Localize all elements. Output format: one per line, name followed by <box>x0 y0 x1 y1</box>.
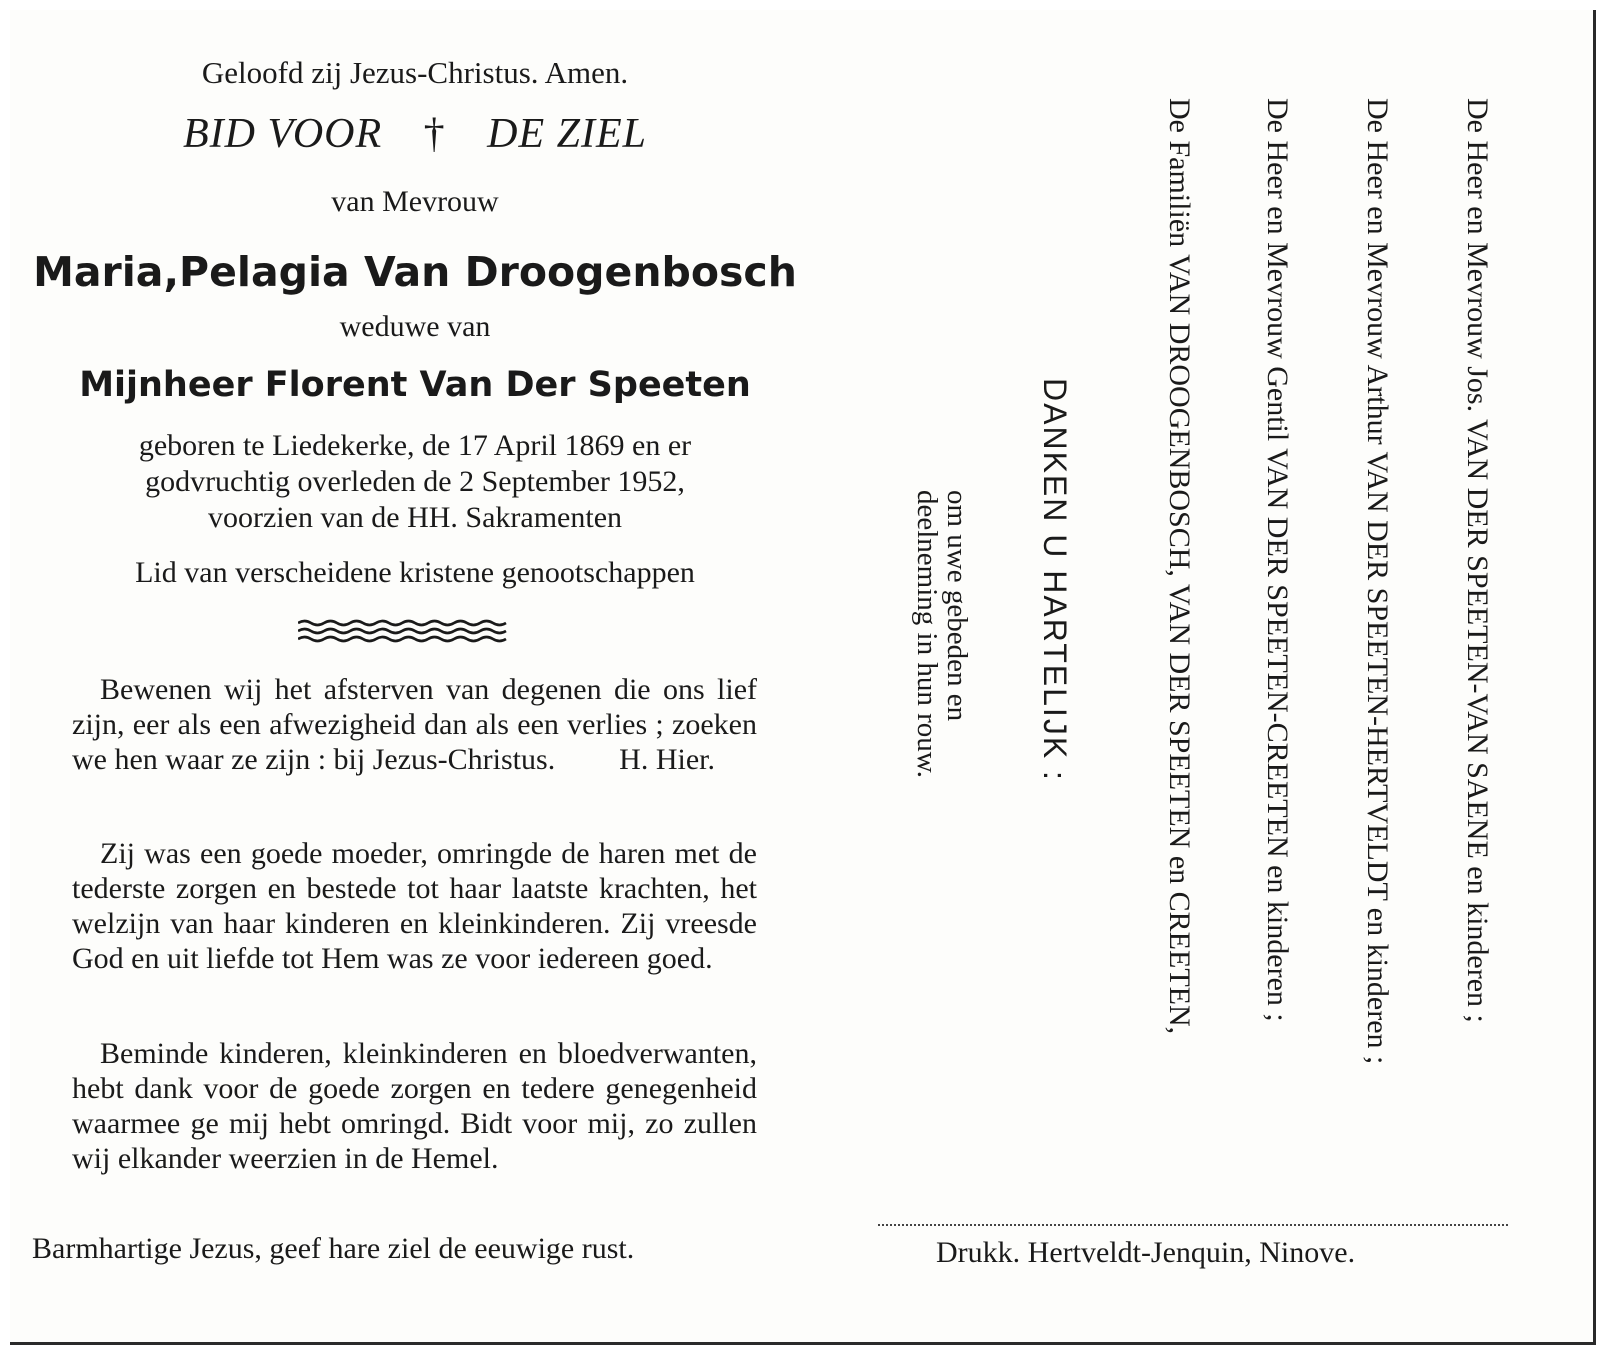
thanks-heading: DANKEN U HARTELIJK : <box>1037 378 1073 782</box>
paragraph-good-mother: Zij was een goede moeder, omringde de haren met de tederste zorgen en bestede tot haar laatste krachten, het welzijn van haar kinderen en kleinkinderen. Zij vreesde God en uit liefde tot Hem was ze voor iedereen goed. <box>72 837 757 975</box>
cross-icon: † <box>423 111 446 157</box>
closing-prayer: Barmhartige Jezus, geef hare ziel de eeuwige rust. <box>32 1232 635 1265</box>
paragraph-mourning-text: Bewenen wij het afsterven van degenen die ons lief zijn, eer als een afwezigheid dan als een verlies ; zoeken we hen waar ze zijn : bij Jezus-Christus. <box>72 673 757 776</box>
wave-divider <box>298 618 510 644</box>
paragraph-farewell: Beminde kinderen, kleinkinderen en bloedverwanten, hebt dank voor de goede zorgen en tedere genegenheid waarmee ge mij hebt omringd. Bidt voor mij, zo zullen wij elkander weerzien in de Hemel. <box>72 1037 757 1175</box>
membership-line: Lid van verscheidene kristene genootschappen <box>135 556 695 589</box>
family-line-3: De Heer en Mevrouw Gentil VAN DER SPEETEN-CREETEN en kinderen ; <box>1261 98 1294 1022</box>
deceased-name: Maria,Pelagia Van Droogenbosch <box>33 248 797 296</box>
thanks-text: om uwe gebeden en deelneming in hun rouw. <box>911 490 973 779</box>
family-line-2: De Heer en Mevrouw Arthur VAN DER SPEETEN-HERTVELDT en kinderen ; <box>1361 98 1394 1065</box>
family-line-1: De Heer en Mevrouw Jos. VAN DER SPEETEN-VAN SAENE en kinderen ; <box>1461 98 1494 1023</box>
dotted-divider <box>878 1224 1508 1226</box>
pray-heading-part2: DE ZIEL <box>487 111 648 157</box>
of-mrs-line: van Mevrouw <box>331 185 499 218</box>
birth-death-block <box>10 428 820 536</box>
printer-credit: Drukk. Hertveldt-Jenquin, Ninove. <box>936 1236 1356 1269</box>
widow-of-line: weduwe van <box>339 310 491 343</box>
quote-signature: H. Hier. <box>619 743 715 776</box>
praise-line: Geloofd zij Jezus-Christus. Amen. <box>201 55 629 90</box>
birth-line: geboren te Liedekerke, de 17 April 1869 en er <box>138 429 692 462</box>
paragraph-mourning <box>72 672 757 777</box>
husband-name: Mijnheer Florent Van Der Speeten <box>79 365 751 405</box>
memorial-card <box>10 10 1596 1345</box>
death-line: godvruchtig overleden de 2 September 1952, <box>145 465 685 498</box>
pray-for-soul-heading <box>10 110 820 158</box>
family-line-4: De Familiën VAN DROOGENBOSCH, VAN DER SPEETEN en CREETEN, <box>1163 98 1196 1035</box>
sacraments-line: voorzien van de HH. Sakramenten <box>207 501 623 534</box>
pray-heading-part1: BID VOOR <box>182 111 383 157</box>
